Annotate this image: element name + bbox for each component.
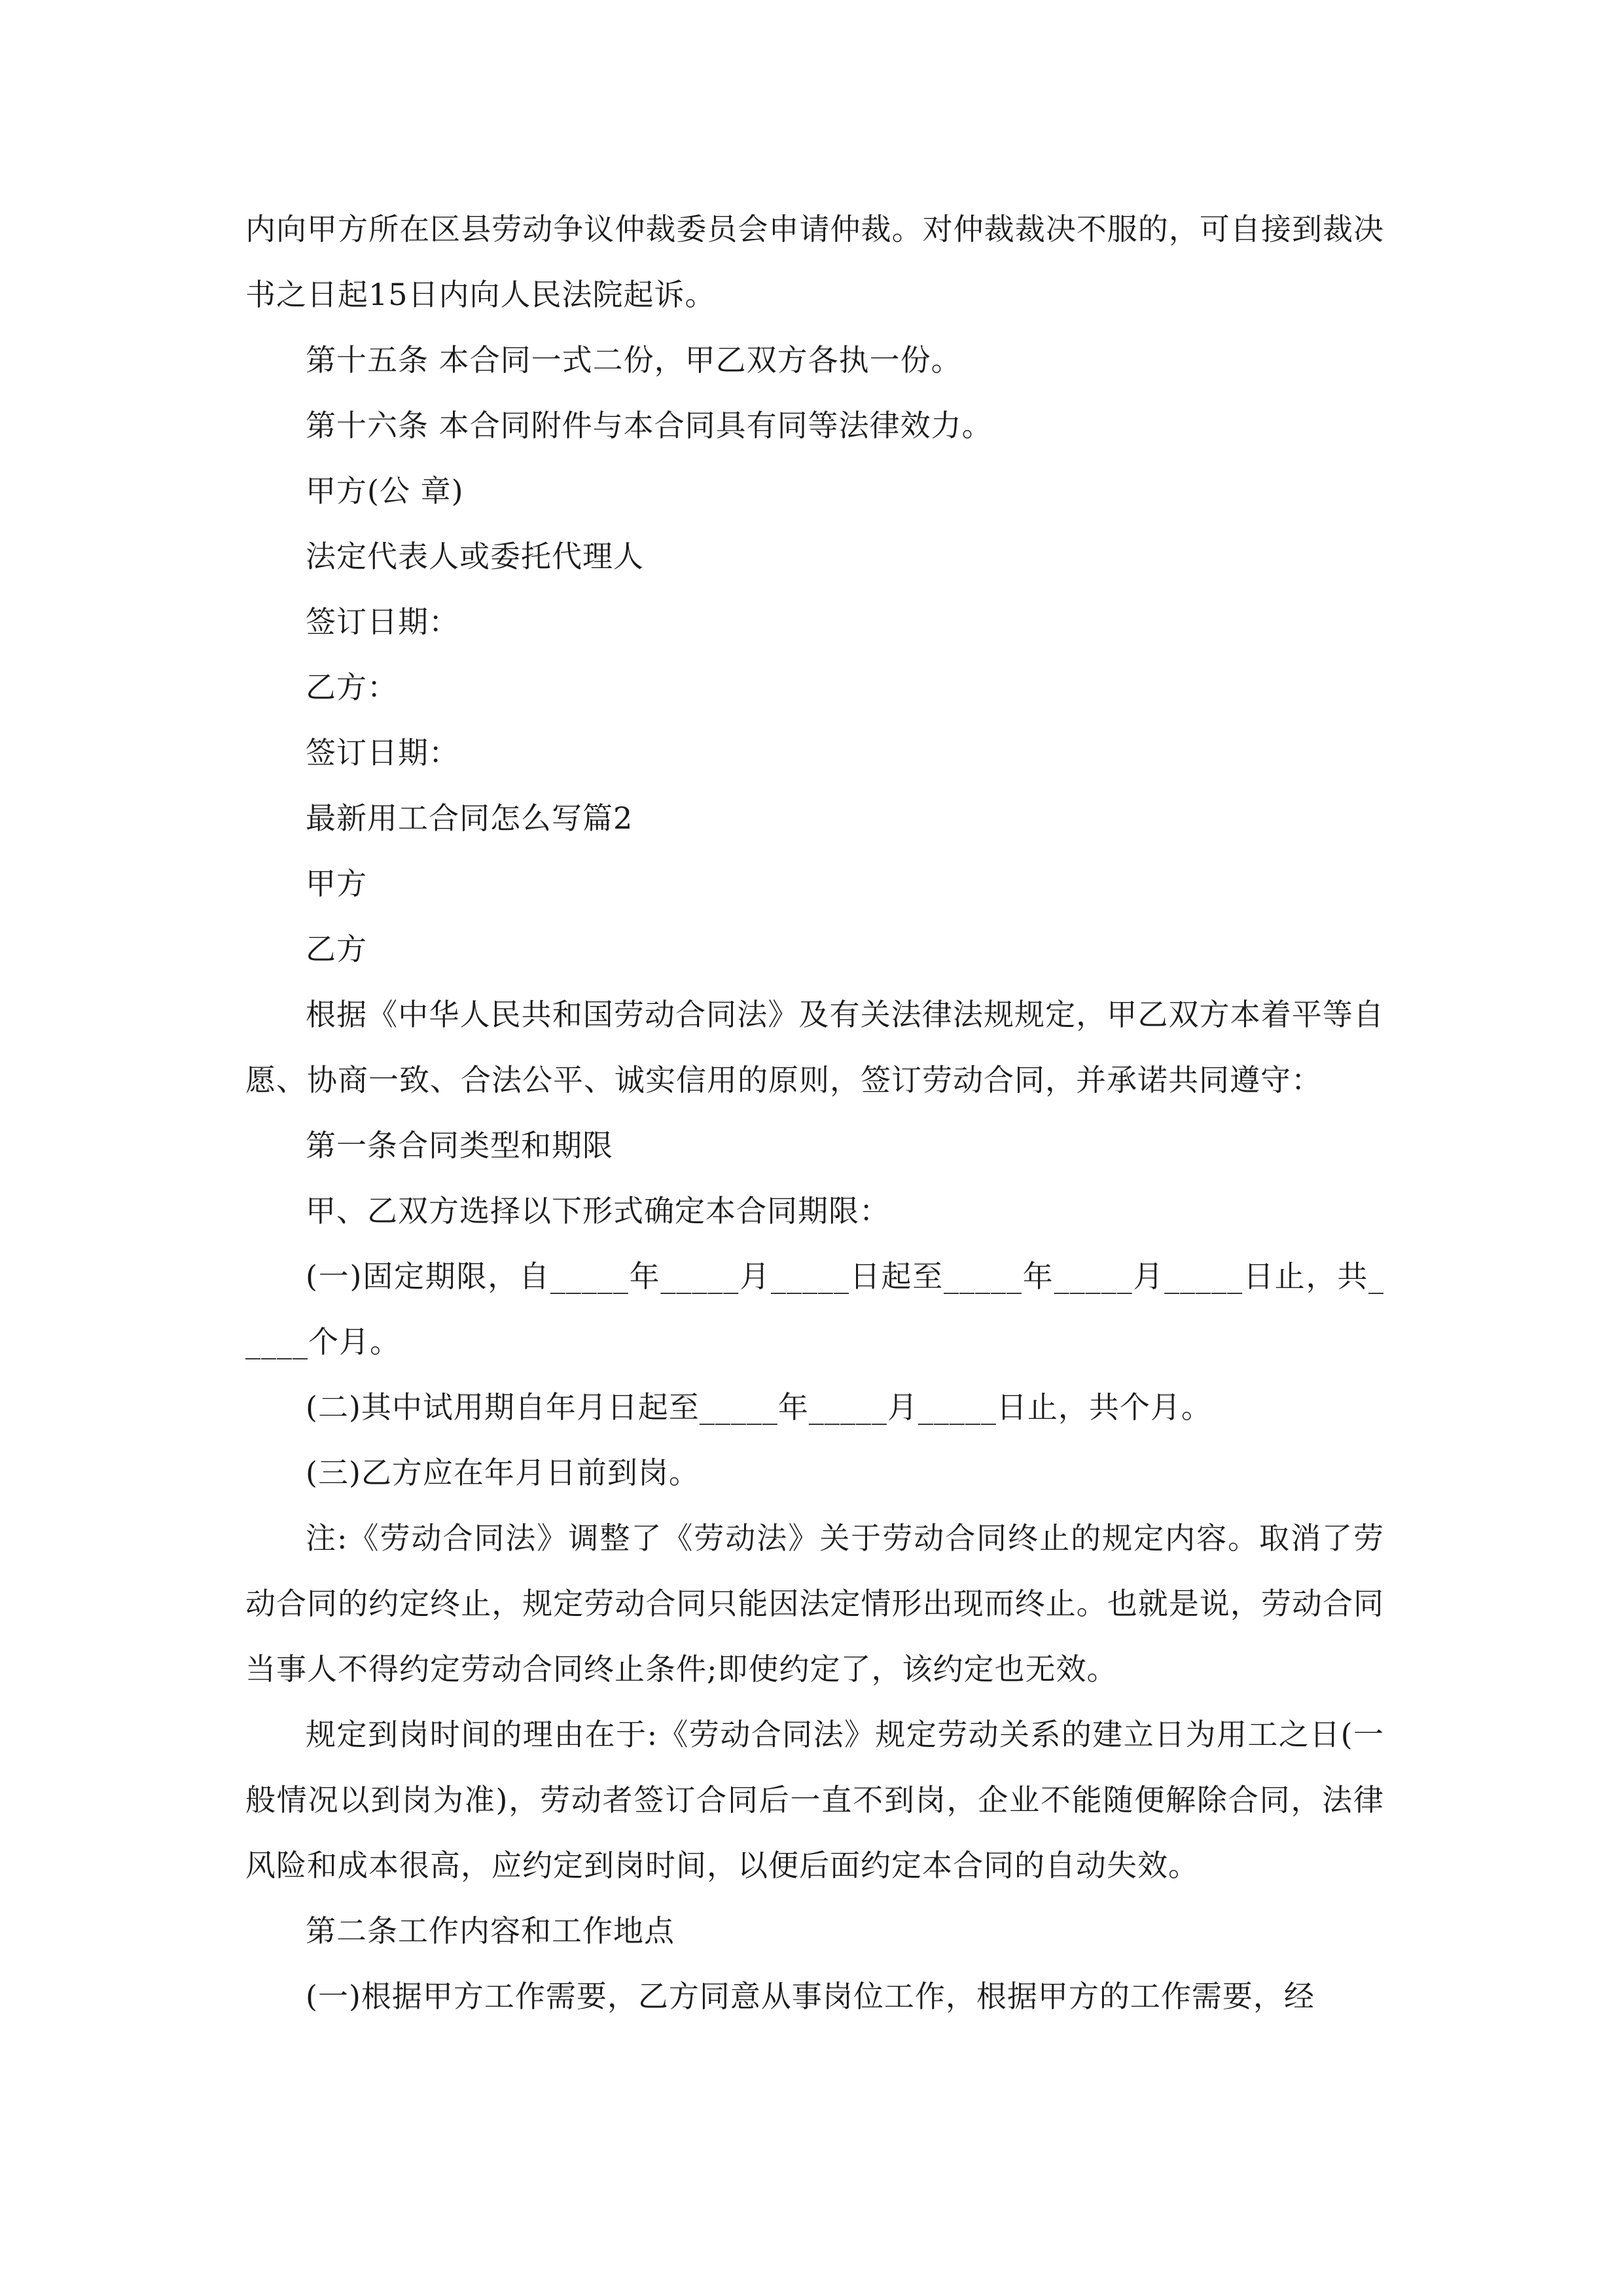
paragraph-arbitration: 内向甲方所在区县劳动争议仲裁委员会申请仲裁。对仲裁裁决不服的，可自接到裁决书之日起15日内向人民法院起诉。 [245,211,1384,312]
paragraph-report-reason: 规定到岗时间的理由在于:《劳动合同法》规定劳动关系的建立日为用工之日(一般情况以到岗为准)，劳动者签订合同后一直不到岗，企业不能随便解除合同，法律风险和成本很高，应约定到岗时间，以便后面约定本合同的自动失效。 [245,1717,1384,1883]
paragraph-preamble: 根据《中华人民共和国劳动合同法》及有关法律法规规定，甲乙双方本着平等自愿、协商一致、合法公平、诚实信用的原则，签订劳动合同，并承诺共同遵守： [245,997,1384,1098]
paragraph-fixed-term: (一)固定期限，自_____年_____月_____日起至_____年_____月_____日止，共_____个月。 [245,1259,1384,1359]
signature-date-a: 签订日期： [306,604,459,639]
signature-party-b: 乙方： [306,670,398,705]
paragraph-probation: (二)其中试用期自年月日起至_____年_____月_____日止，共个月。 [306,1390,1212,1425]
section-title-part-2: 最新用工合同怎么写篇2 [306,800,633,836]
signature-date-b: 签订日期： [306,735,459,770]
paragraph-report-date: (三)乙方应在年月日前到岗。 [306,1455,700,1490]
party-a-label: 甲方 [306,866,367,901]
heading-article-2: 第二条工作内容和工作地点 [306,1913,675,1948]
contract-body-text [245,196,1384,2029]
heading-article-1: 第一条合同类型和期限 [306,1128,613,1163]
signature-party-a-seal: 甲方(公 章) [306,473,464,509]
paragraph-article-16: 第十六条 本合同附件与本合同具有同等法律效力。 [306,408,993,443]
paragraph-note-termination: 注:《劳动合同法》调整了《劳动法》关于劳动合同终止的规定内容。取消了劳动合同的约定终止，规定劳动合同只能因法定情形出现而终止。也就是说，劳动合同当事人不得约定劳动合同终止条件;即使约定了，该约定也无效。 [245,1520,1384,1687]
signature-legal-representative: 法定代表人或委托代理人 [306,539,644,574]
paragraph-work-content: (一)根据甲方工作需要，乙方同意从事岗位工作，根据甲方的工作需要，经 [306,1979,1315,2014]
paragraph-term-selection: 甲、乙双方选择以下形式确定本合同期限： [306,1193,890,1229]
party-b-label: 乙方 [306,931,367,967]
paragraph-article-15: 第十五条 本合同一式二份，甲乙双方各执一份。 [306,342,962,378]
